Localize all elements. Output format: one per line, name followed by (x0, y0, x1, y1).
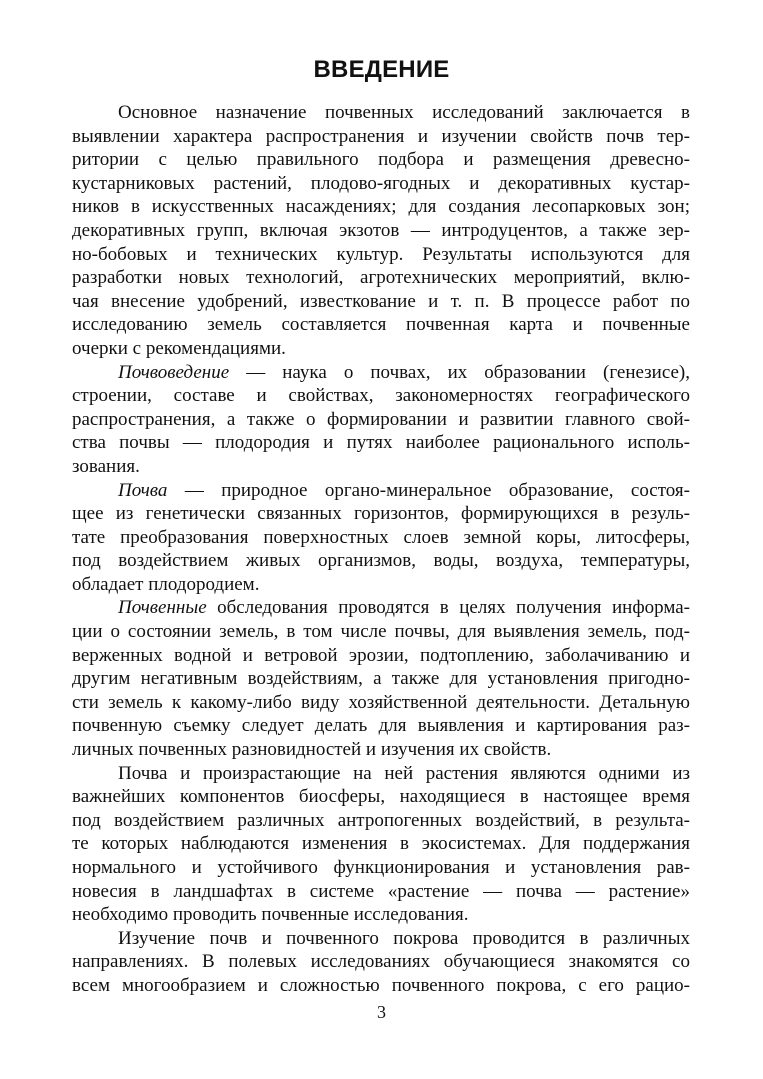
text-line (72, 361, 690, 385)
text-line: зования. (72, 455, 140, 477)
text-fragment: — наука о почвах, их образовании (генезисе), (246, 361, 691, 383)
text-line: очерки с рекомендациями. (72, 337, 286, 359)
text-line: строении, составе и свойствах, закономерностях географического (72, 385, 690, 407)
text-line: сти земель к какому-либо виду хозяйственной деятельности. Детальную (72, 691, 690, 713)
text-line: щее из генетически связанных горизонтов, формирующихся в резуль- (72, 503, 690, 525)
text-line: исследованию земель составляется почвенная карта и почвенные (72, 314, 690, 336)
text-line: важнейших компонентов биосферы, находящиеся в настоящее время (72, 786, 690, 808)
text-line: выявлении характера распространения и изучении свойств почв тер- (72, 125, 690, 147)
text-line: тате преобразования поверхностных слоев земной коры, литосферы, (72, 526, 690, 548)
paragraph-study-directions (72, 927, 690, 998)
text-line: необходимо проводить почвенные исследования. (72, 904, 469, 926)
paragraph-soil-definition (72, 479, 690, 597)
text-line: распространения, а также о формировании и развитии главного свой- (72, 408, 690, 430)
text-line: декоративных групп, включая экзотов — интродуцентов, а также зер- (72, 219, 690, 241)
text-line: ников в искусственных насаждениях; для создания лесопарковых зон; (72, 196, 690, 218)
text-line: почвенную съемку следует делать для выявления и картирования раз- (72, 715, 690, 737)
page-number: 3 (377, 1002, 386, 1022)
text-line: но-бобовых и технических культур. Результаты используются для (72, 243, 690, 265)
defined-term: Почвоведение (118, 361, 230, 383)
text-line: Почва и произрастающие на ней растения являются одними из (118, 762, 690, 784)
text-line: Основное назначение почвенных исследований заключается в (118, 102, 690, 123)
text-line: другим негативным воздействиям, а также для установления пригодно- (72, 668, 690, 690)
paragraph-purpose (72, 101, 690, 361)
text-line: ритории с целью правильного подбора и размещения древесно- (72, 149, 690, 171)
text-line: под воздействием различных антропогенных воздействий, в результа- (72, 809, 690, 831)
text-line (72, 596, 690, 620)
text-line: Изучение почв и почвенного покрова проводится в различных (118, 927, 690, 949)
text-fragment: — природное органо-минеральное образование, состоя- (184, 479, 690, 501)
text-line: ции о состоянии земель, в том числе почвы, для выявления земель, под- (72, 621, 690, 643)
paragraph-biosphere (72, 762, 690, 927)
text-line: те которых наблюдаются изменения в экосистемах. Для поддержания (72, 833, 690, 855)
text-line: ства почвы — плодородия и путях наиболее рационального исполь- (72, 432, 690, 454)
text-line: под воздействием живых организмов, воды, воздуха, температуры, (72, 550, 690, 572)
text-line: нормального и устойчивого функционирования и установления рав- (72, 857, 690, 878)
text-line: новесия в ландшафтах в системе «растение — почва — растение» (72, 880, 690, 902)
text-line: обладает плодородием. (72, 573, 260, 595)
text-fragment: обследования проводятся в целях получения информа- (217, 597, 690, 619)
text-line: чая внесение удобрений, известкование и т. п. В процессе работ по (72, 290, 690, 312)
text-line: верженных водной и ветровой эрозии, подтоплению, заболачиванию и (72, 644, 690, 666)
chapter-title: ВВЕДЕНИЕ (313, 56, 450, 83)
defined-term: Почвенные (118, 597, 207, 619)
text-line: кустарниковых растений, плодово-ягодных и декоративных кустар- (72, 172, 690, 194)
paragraph-soil-surveys (72, 596, 690, 761)
text-line: разработки новых технологий, агротехнических мероприятий, вклю- (72, 267, 690, 289)
paragraph-soil-science-definition (72, 361, 690, 479)
text-line: личных почвенных разновидностей и изучения их свойств. (72, 739, 552, 761)
text-line (72, 479, 690, 503)
body-text (72, 101, 690, 998)
text-line: всем многообразием и сложностью почвенного покрова, с его рацио- (72, 974, 690, 996)
defined-term: Почва (118, 479, 168, 501)
text-line: направлениях. В полевых исследованиях обучающиеся знакомятся со (72, 951, 690, 973)
